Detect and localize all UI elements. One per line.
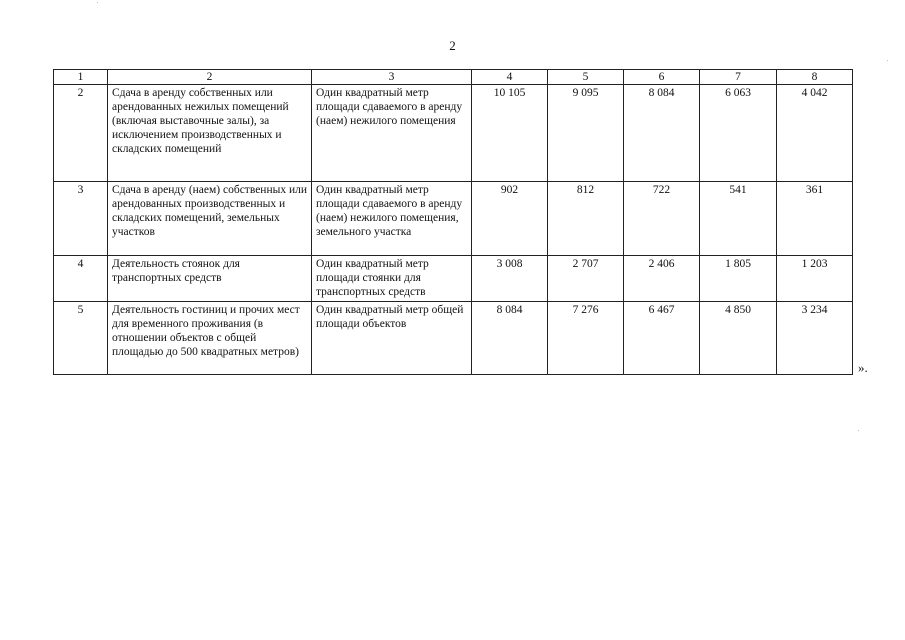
unit-cell: Один квадратный метр площади сдаваемого в аренду (наем) нежилого помещения, земельного участка: [312, 182, 472, 256]
value-cell: 9 095: [548, 85, 624, 182]
value-cell: 722: [624, 182, 700, 256]
value-cell: 1 805: [700, 256, 777, 302]
row-number: 4: [54, 256, 108, 302]
unit-cell: Один квадратный метр площади сдаваемого в аренду (наем) нежилого помещения: [312, 85, 472, 182]
activity-cell: Деятельность гостиниц и прочих мест для временного проживания (в отношении объектов с общей площадью до 500 квадратных метров): [108, 302, 312, 375]
value-cell: 7 276: [548, 302, 624, 375]
header-cell: 4: [472, 70, 548, 85]
scan-speck: [858, 430, 859, 431]
value-cell: 4 850: [700, 302, 777, 375]
row-number: 2: [54, 85, 108, 182]
value-cell: 6 063: [700, 85, 777, 182]
header-cell: 7: [700, 70, 777, 85]
page-number: 2: [449, 38, 456, 53]
tariff-table: [53, 69, 853, 375]
value-cell: 812: [548, 182, 624, 256]
unit-cell: Один квадратный метр общей площади объектов: [312, 302, 472, 375]
activity-cell: Сдача в аренду собственных или арендованных нежилых помещений (включая выставочные залы), за исключением производственных и складских помещений: [108, 85, 312, 182]
value-cell: 361: [777, 182, 853, 256]
value-cell: 10 105: [472, 85, 548, 182]
value-cell: 2 406: [624, 256, 700, 302]
header-cell: 8: [777, 70, 853, 85]
value-cell: 4 042: [777, 85, 853, 182]
value-cell: 3 008: [472, 256, 548, 302]
table-header-row: [54, 70, 853, 85]
scan-speck: [887, 60, 888, 61]
value-cell: 541: [700, 182, 777, 256]
activity-cell: Деятельность стоянок для транспортных средств: [108, 256, 312, 302]
value-cell: 2 707: [548, 256, 624, 302]
value-cell: 1 203: [777, 256, 853, 302]
value-cell: 3 234: [777, 302, 853, 375]
table-row: [54, 182, 853, 256]
value-cell: 8 084: [624, 85, 700, 182]
table-row: [54, 302, 853, 375]
scan-speck: [97, 2, 98, 3]
header-cell: 6: [624, 70, 700, 85]
header-cell: 3: [312, 70, 472, 85]
value-cell: 8 084: [472, 302, 548, 375]
table-row: [54, 256, 853, 302]
row-number: 3: [54, 182, 108, 256]
unit-cell: Один квадратный метр площади стоянки для транспортных средств: [312, 256, 472, 302]
table-row: [54, 85, 853, 182]
activity-cell: Сдача в аренду (наем) собственных или арендованных производственных и складских помещений, земельных участков: [108, 182, 312, 256]
closing-quote: ».: [858, 360, 868, 375]
value-cell: 6 467: [624, 302, 700, 375]
row-number: 5: [54, 302, 108, 375]
header-cell: 5: [548, 70, 624, 85]
header-cell: 1: [54, 70, 108, 85]
header-cell: 2: [108, 70, 312, 85]
value-cell: 902: [472, 182, 548, 256]
table-body: [54, 70, 853, 375]
